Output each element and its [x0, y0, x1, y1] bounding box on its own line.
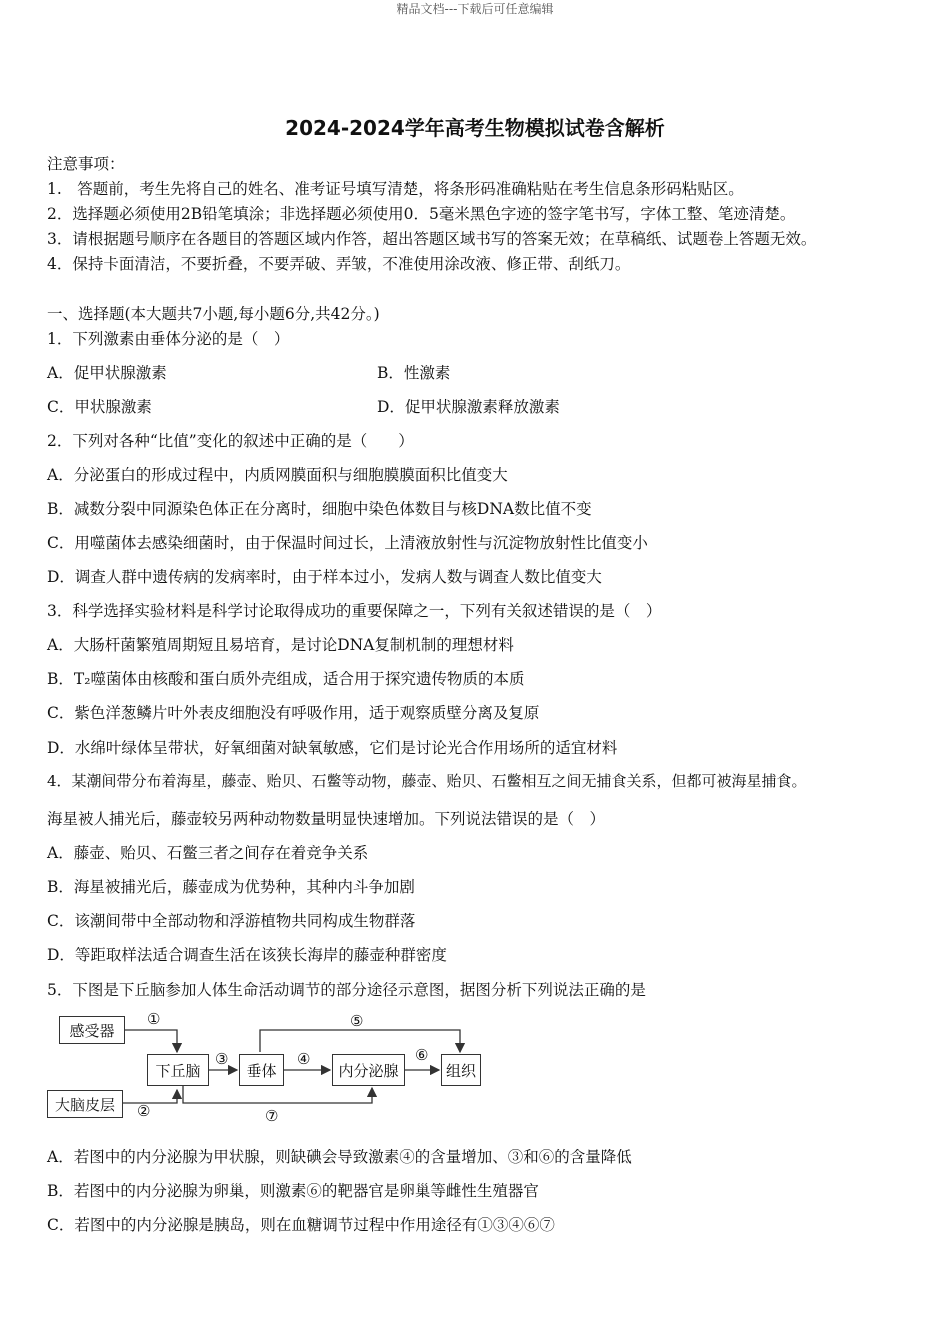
notice-item-2: 2．选择题必须使用2B铅笔填涂；非选择题必须使用0．5毫米黑色字迹的签字笔书写，字体工整、笔迹清楚。 — [47, 205, 796, 223]
q3-option-c: C．紫色洋葱鳞片叶外表皮细胞没有呼吸作用，适于观察质壁分离及复原 — [47, 704, 540, 722]
label-7: ⑦ — [265, 1107, 279, 1125]
q3-option-d: D．水绵叶绿体呈带状，好氧细菌对缺氧敏感，它们是讨论光合作用场所的适宜材料 — [47, 739, 618, 757]
q2-option-d: D．调查人群中遗传病的发病率时，由于样本过小，发病人数与调查人数比值变大 — [47, 568, 602, 586]
q3-option-a: A．大肠杆菌繁殖周期短且易培育，是讨论DNA复制机制的理想材料 — [47, 636, 514, 654]
q1-option-d: D．促甲状腺激素释放激素 — [377, 398, 560, 416]
q4-option-a: A．藤壶、贻贝、石鳖三者之间存在着竞争关系 — [47, 844, 369, 862]
q4-stem-line-2: 海星被人捕光后，藤壶较另两种动物数量明显快速增加。下列说法错误的是（ ） — [47, 810, 606, 828]
q2-option-c: C．用噬菌体去感染细菌时，由于保温时间过长，上清液放射性与沉淀物放射性比值变小 — [47, 534, 648, 552]
label-6: ⑥ — [415, 1046, 429, 1064]
q3-stem: 3．科学选择实验材料是科学讨论取得成功的重要保障之一，下列有关叙述错误的是（ ） — [47, 602, 662, 620]
notice-item-3: 3．请根据题号顺序在各题目的答题区域内作答，超出答题区域书写的答案无效；在草稿纸、试题卷上答题无效。 — [47, 230, 817, 248]
hypothalamus-pathway-diagram — [47, 1010, 497, 1135]
q5-option-a: A．若图中的内分泌腺为甲状腺，则缺碘会导致激素④的含量增加、③和⑥的含量降低 — [47, 1148, 632, 1166]
q1-option-a: A．促甲状腺激素 — [47, 364, 167, 382]
page-title: 2024-2024学年高考生物模拟试卷含解析 — [285, 116, 665, 140]
label-4: ④ — [297, 1050, 311, 1068]
receptor-box: 感受器 — [59, 1016, 125, 1044]
notice-item-4: 4．保持卡面清洁，不要折叠，不要弄破、弄皱，不准使用涂改液、修正带、刮纸刀。 — [47, 255, 631, 273]
endocrine-gland-box: 内分泌腺 — [332, 1054, 405, 1086]
hypothalamus-box: 下丘脑 — [147, 1054, 209, 1086]
watermark-text: 精品文档---下载后可任意编辑 — [396, 2, 554, 16]
section-heading: 一、选择题(本大题共7小题,每小题6分,共42分。) — [47, 305, 380, 323]
label-1: ① — [147, 1010, 161, 1028]
cerebral-cortex-box: 大脑皮层 — [47, 1090, 123, 1118]
q4-option-d: D．等距取样法适合调查生活在该狭长海岸的藤壶种群密度 — [47, 946, 447, 964]
notice-heading: 注意事项： — [47, 155, 125, 173]
notice-item-1: 1. 答题前，考生先将自己的姓名、准考证号填写清楚，将条形码准确粘贴在考生信息条形码粘贴区。 — [47, 180, 744, 198]
q4-option-c: C．该潮间带中全部动物和浮游植物共同构成生物群落 — [47, 912, 416, 930]
q3-option-b: B．T₂噬菌体由核酸和蛋白质外壳组成，适合用于探究遗传物质的本质 — [47, 670, 525, 688]
label-3: ③ — [215, 1050, 229, 1068]
q2-option-b: B．减数分裂中同源染色体正在分离时，细胞中染色体数目与核DNA数比值不变 — [47, 500, 592, 518]
q1-option-b: B．性激素 — [377, 364, 451, 382]
q4-stem-line-1: 4．某潮间带分布着海星，藤壶、贻贝、石鳖等动物，藤壶、贻贝、石鳖相互之间无捕食关系，但都可被海星捕食。 — [47, 772, 807, 790]
q4-option-b: B．海星被捕光后，藤壶成为优势种，其种内斗争加剧 — [47, 878, 415, 896]
q2-stem: 2．下列对各种“比值”变化的叙述中正确的是（ ） — [47, 432, 414, 450]
tissue-box: 组织 — [441, 1054, 481, 1086]
q1-stem: 1．下列激素由垂体分泌的是（ ） — [47, 330, 290, 348]
pituitary-box: 垂体 — [239, 1054, 284, 1086]
label-2: ② — [137, 1102, 151, 1120]
q5-stem: 5．下图是下丘脑参加人体生命活动调节的部分途径示意图，据图分析下列说法正确的是 — [47, 981, 646, 999]
q5-option-b: B．若图中的内分泌腺为卵巢，则激素⑥的靶器官是卵巢等雌性生殖器官 — [47, 1182, 539, 1200]
q5-option-c: C．若图中的内分泌腺是胰岛，则在血糖调节过程中作用途径有①③④⑥⑦ — [47, 1216, 555, 1234]
q1-option-c: C．甲状腺激素 — [47, 398, 152, 416]
label-5: ⑤ — [350, 1012, 364, 1030]
q2-option-a: A．分泌蛋白的形成过程中，内质网膜面积与细胞膜膜面积比值变大 — [47, 466, 508, 484]
